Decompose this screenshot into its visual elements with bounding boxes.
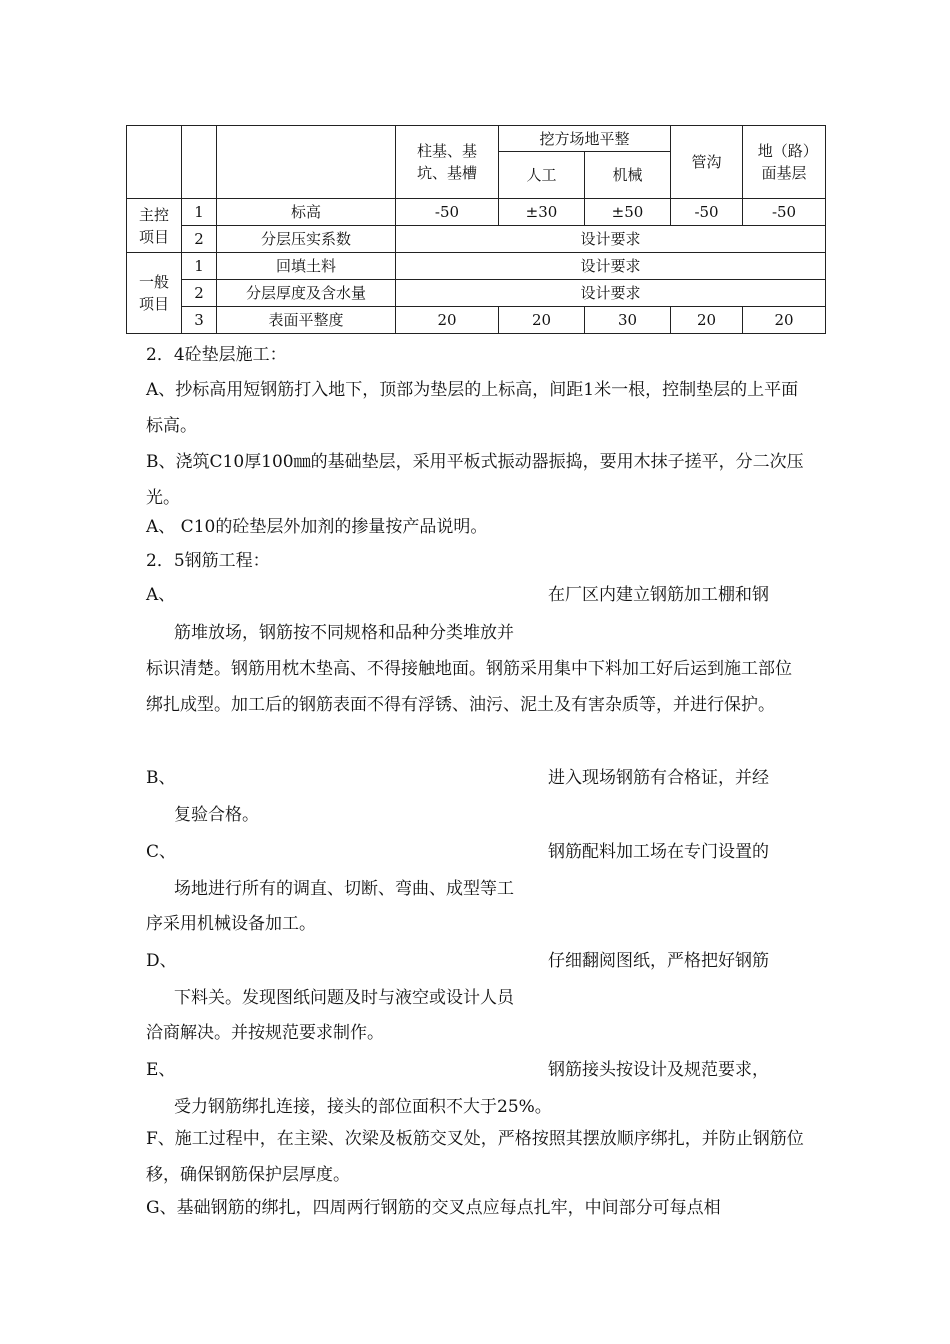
cell-design-requirement: 设计要求 [396, 226, 826, 253]
item-b-text: 进入现场钢筋有合格证，并经 [548, 768, 769, 788]
row-item: 表面平整度 [217, 307, 396, 334]
table-header-row [127, 126, 826, 152]
cell-value: ±30 [499, 199, 585, 226]
header-col-ditch: 管沟 [671, 126, 743, 199]
item-c-label: C、 [146, 842, 177, 862]
header-col-road: 地（路）面基层 [743, 126, 826, 199]
item-f: F、施工过程中，在主梁、次梁及板筋交叉处，严格按照其摆放顺序绑扎，并防止钢筋位移，确保钢筋保护层厚度。 [146, 1129, 804, 1185]
header-blank-cell [217, 126, 396, 199]
item-e-text: 钢筋接头按设计及规范要求， [548, 1060, 769, 1080]
backfill-tolerance-table [126, 125, 826, 334]
item-a-rest: 标识清楚。钢筋用枕木垫高、不得接触地面。钢筋采用集中下料加工好后运到施工部位绑扎成型。加工后的钢筋表面不得有浮锈、油污、泥土及有害杂质等，并进行保护。 [146, 659, 792, 715]
item-a-indent: 筋堆放场，钢筋按不同规格和品种分类堆放并 [174, 623, 514, 643]
header-group-excavation: 挖方场地平整 [499, 126, 671, 152]
row-number: 1 [182, 199, 217, 226]
cell-value: 30 [585, 307, 671, 334]
cell-value: -50 [743, 199, 826, 226]
group-main-control: 主控项目 [127, 199, 182, 253]
paragraph-2-4-b: B、浇筑C10厚100㎜的基础垫层，采用平板式振动器振捣，要用木抹子搓平，分二次压光。 [146, 452, 804, 508]
row-number: 2 [182, 226, 217, 253]
item-e-indent: 受力钢筋绑扎连接，接头的部位面积不大于25%。 [174, 1097, 552, 1117]
item-d-indent: 下料关。发现图纸问题及时与液空或设计人员 [174, 988, 514, 1008]
item-d-label: D、 [146, 951, 177, 971]
row-number: 2 [182, 280, 217, 307]
cell-value: ±50 [585, 199, 671, 226]
item-c-rest: 序采用机械设备加工。 [146, 914, 316, 934]
header-col-machine: 机械 [585, 152, 671, 199]
table-row [127, 226, 826, 253]
item-b-indent: 复验合格。 [174, 805, 259, 825]
cell-value: 20 [499, 307, 585, 334]
header-col-manual: 人工 [499, 152, 585, 199]
paragraph-2-4-a: A、抄标高用短钢筋打入地下，顶部为垫层的上标高，间距1米一根，控制垫层的上平面标高。 [146, 380, 799, 436]
item-a-text: 在厂区内建立钢筋加工棚和钢 [548, 585, 769, 605]
header-blank-cell [182, 126, 217, 199]
item-c-text: 钢筋配料加工场在专门设置的 [548, 842, 769, 862]
row-item: 回填土料 [217, 253, 396, 280]
paragraph-2-4-c: A、 C10的砼垫层外加剂的掺量按产品说明。 [146, 517, 488, 537]
item-e-label: E、 [146, 1060, 176, 1080]
item-d-text: 仔细翻阅图纸，严格把好钢筋 [548, 951, 769, 971]
cell-design-requirement: 设计要求 [396, 253, 826, 280]
group-general: 一般项目 [127, 253, 182, 334]
cell-value: 20 [396, 307, 499, 334]
table-row [127, 199, 826, 226]
row-item: 分层压实系数 [217, 226, 396, 253]
cell-design-requirement: 设计要求 [396, 280, 826, 307]
item-a-label: A、 [146, 585, 176, 605]
section-heading-2-5: 2．5钢筋工程： [146, 551, 270, 571]
row-number: 1 [182, 253, 217, 280]
row-item: 分层厚度及含水量 [217, 280, 396, 307]
item-c-indent: 场地进行所有的调直、切断、弯曲、成型等工 [174, 879, 514, 899]
header-col-pit: 柱基、基坑、基槽 [396, 126, 499, 199]
cell-value: -50 [671, 199, 743, 226]
item-g: G、基础钢筋的绑扎，四周两行钢筋的交叉点应每点扎牢，中间部分可每点相 [146, 1198, 721, 1218]
cell-value: 20 [743, 307, 826, 334]
table-row [127, 253, 826, 280]
table-row [127, 307, 826, 334]
table-row [127, 280, 826, 307]
row-item: 标高 [217, 199, 396, 226]
header-blank-cell [127, 126, 182, 199]
cell-value: -50 [396, 199, 499, 226]
item-b-label: B、 [146, 768, 176, 788]
item-d-rest: 洽商解决。并按规范要求制作。 [146, 1023, 384, 1043]
section-heading-2-4: 2．4砼垫层施工： [146, 345, 287, 365]
row-number: 3 [182, 307, 217, 334]
cell-value: 20 [671, 307, 743, 334]
